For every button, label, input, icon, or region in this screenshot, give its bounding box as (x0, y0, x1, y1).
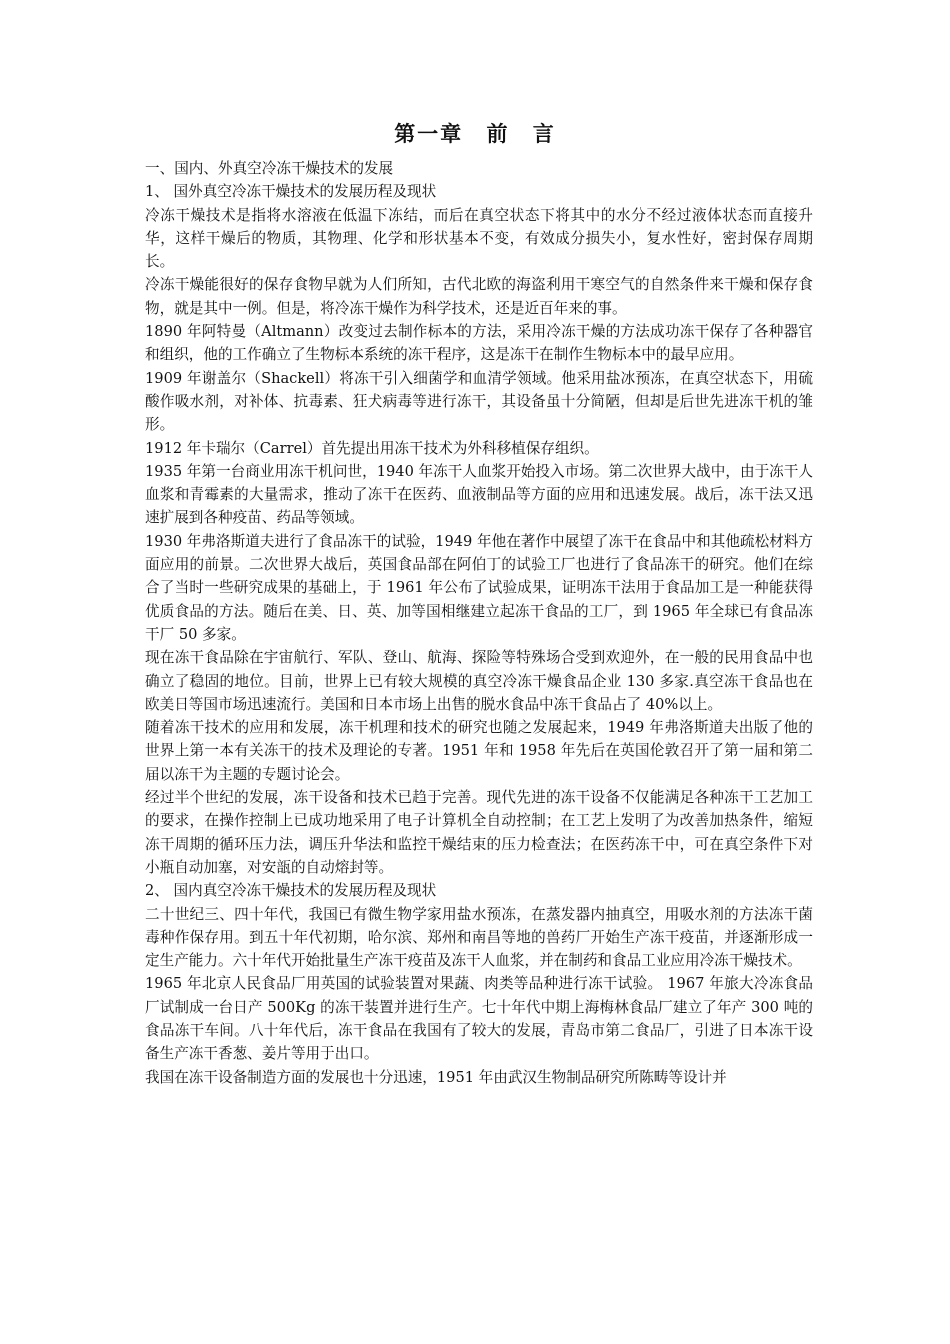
paragraph: 1890 年阿特曼（Altmann）改变过去制作标本的方法，采用冷冻干燥的方法成功冻干保存了各种器官和组织，他的工作确立了生物标本系统的冻干程序，这是冻干在制作生物标本中的最早应用。 (145, 323, 813, 364)
subsection-heading: 1、 国外真空冷冻干燥技术的发展历程及现状 (145, 183, 437, 201)
chapter-title: 第一章 前 言 (394, 122, 556, 146)
paragraph: 1912 年卡瑞尔（Carrel）首先提出用冻干技术为外科移植保存组织。 (145, 439, 599, 457)
paragraph: 二十世纪三、四十年代，我国已有微生物学家用盐水预冻，在蒸发器内抽真空，用吸水剂的方法冻干菌毒种作保存用。到五十年代初期，哈尔滨、郑州和南昌等地的兽药厂开始生产冻干疫苗，并逐渐形成一定生产能力。六十年代开始批量生产冻干疫苗及冻干人血浆，并在制药和食品工业应用冷冻干燥技术。 (145, 905, 813, 970)
paragraph: 我国在冻干设备制造方面的发展也十分迅速，1951 年由武汉生物制品研究所陈畴等设计并 (145, 1068, 727, 1086)
paragraph: 1930 年弗洛斯道夫进行了食品冻干的试验，1949 年他在著作中展望了冻干在食品中和其他疏松材料方面应用的前景。二次世界大战后，英国食品部在阿伯丁的试验工厂也进行了食品冻干的研究。他们在综合了当时一些研究成果的基础上，于 1961 年公布了试验成果，证明冻干法用于食品加工是一种能获得优质食品的方法。随后在美、日、英、加等国相继建立起冻干食品的工厂，到 1965 年全球已有食品冻干厂 50 多家。 (145, 532, 813, 643)
body-text (145, 157, 813, 1089)
subsection-heading: 2、 国内真空冷冻干燥技术的发展历程及现状 (145, 882, 437, 900)
paragraph: 1909 年谢盖尔（Shackell）将冻干引入细菌学和血清学领域。他采用盐冰预冻，在真空状态下，用硫酸作吸水剂，对补体、抗毒素、狂犬病毒等进行冻干，其设备虽十分简陋，但却是后世先进冻干机的雏形。 (145, 369, 813, 434)
section-heading: 一、国内、外真空冷冻干燥技术的发展 (145, 160, 394, 177)
paragraph: 冷冻干燥技术是指将水溶液在低温下冻结，而后在真空状态下将其中的水分不经过液体状态而直接升华，这样干燥后的物质，其物理、化学和形状基本不变，有效成分损失小，复水性好，密封保存周期长。 (145, 206, 813, 271)
paragraph: 冷冻干燥能很好的保存食物早就为人们所知，古代北欧的海盗利用干寒空气的自然条件来干燥和保存食物，就是其中一例。但是，将冷冻干燥作为科学技术，还是近百年来的事。 (145, 276, 813, 317)
paragraph: 随着冻干技术的应用和发展，冻干机理和技术的研究也随之发展起来，1949 年弗洛斯道夫出版了他的世界上第一本有关冻干的技术及理论的专著。1951 年和 1958 年先后在英国伦敦召开了第一届和第二届以冻干为主题的专题讨论会。 (145, 719, 813, 783)
paragraph: 1965 年北京人民食品厂用英国的试验装置对果蔬、肉类等品种进行冻干试验。 1967 年旅大冷冻食品厂试制成一台日产 500Kg 的冻干装置并进行生产。七十年代中期上海梅林食品厂建立了年产 300 吨的食品冻干车间。八十年代后，冻干食品在我国有了较大的发展，青岛市第二食品厂，引进了日本冻干设备生产冻干香葱、姜片等用于出口。 (145, 975, 813, 1063)
paragraph: 现在冻干食品除在宇宙航行、军队、登山、航海、探险等特殊场合受到欢迎外，在一般的民用食品中也确立了稳固的地位。目前，世界上已有较大规模的真空冷冻干燥食品企业 130 多家.真空冻干食品也在欧美日等国市场迅速流行。美国和日本市场上出售的脱水食品中冻干食品占了 40%以上。 (145, 649, 813, 713)
paragraph: 1935 年第一台商业用冻干机问世，1940 年冻干人血浆开始投入市场。第二次世界大战中，由于冻干人血浆和青霉素的大量需求，推动了冻干在医药、血液制品等方面的应用和迅速发展。战后，冻干法又迅速扩展到各种疫苗、药品等领域。 (145, 462, 813, 527)
paragraph: 经过半个世纪的发展，冻干设备和技术已趋于完善。现代先进的冻干设备不仅能满足各种冻干工艺加工的要求，在操作控制上已成功地采用了电子计算机全自动控制；在工艺上发明了为改善加热条件，缩短冻干周期的循环压力法，调压升华法和监控干燥结束的压力检查法；在医药冻干中，可在真空条件下对小瓶自动加塞，对安瓿的自动熔封等。 (145, 789, 813, 876)
